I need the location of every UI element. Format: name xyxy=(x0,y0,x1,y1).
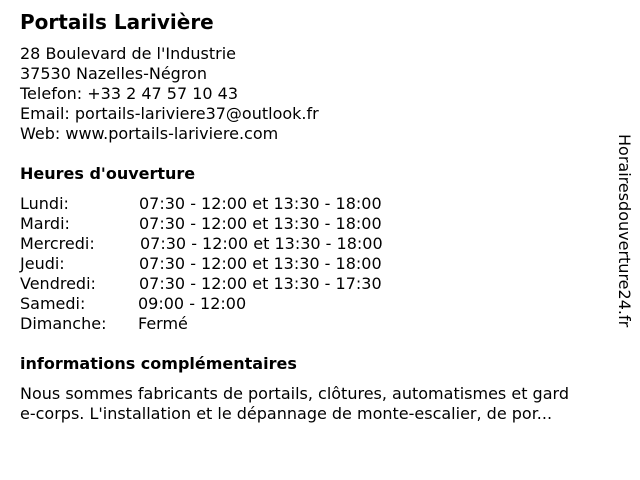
additional-info-heading: informations complémentaires xyxy=(20,354,297,373)
day-label: Jeudi: xyxy=(20,254,65,273)
day-label: Dimanche: xyxy=(20,314,107,333)
day-label: Samedi: xyxy=(20,294,86,313)
info-line: e-corps. L'installation et le dépannage de monte-escalier, de por... xyxy=(20,404,553,423)
day-hours: 09:00 - 12:00 xyxy=(138,294,247,313)
day-label: Mercredi: xyxy=(20,234,95,253)
day-hours: 07:30 - 12:00 et 13:30 - 17:30 xyxy=(139,274,382,293)
email-address: Email: portails-lariviere37@outlook.fr xyxy=(20,104,319,123)
day-hours: 07:30 - 12:00 et 13:30 - 18:00 xyxy=(139,194,382,213)
day-hours: 07:30 - 12:00 et 13:30 - 18:00 xyxy=(140,234,383,253)
address-city: 37530 Nazelles-Négron xyxy=(20,64,207,83)
info-line: Nous sommes fabricants de portails, clôtures, automatismes et gard xyxy=(20,384,569,403)
business-name: Portails Larivière xyxy=(20,10,214,34)
phone-number: Telefon: +33 2 47 57 10 43 xyxy=(20,84,239,103)
site-watermark: Horairesdouverture24.fr xyxy=(615,134,634,328)
day-label: Lundi: xyxy=(20,194,69,213)
day-label: Mardi: xyxy=(20,214,70,233)
day-hours: Fermé xyxy=(138,314,188,333)
day-hours: 07:30 - 12:00 et 13:30 - 18:00 xyxy=(139,254,382,273)
day-label: Vendredi: xyxy=(20,274,96,293)
address-street: 28 Boulevard de l'Industrie xyxy=(20,44,237,63)
day-hours: 07:30 - 12:00 et 13:30 - 18:00 xyxy=(139,214,382,233)
website-address: Web: www.portails-lariviere.com xyxy=(20,124,279,143)
opening-hours-heading: Heures d'ouverture xyxy=(20,164,196,183)
additional-info-text xyxy=(20,384,620,424)
contact-block xyxy=(20,44,319,144)
